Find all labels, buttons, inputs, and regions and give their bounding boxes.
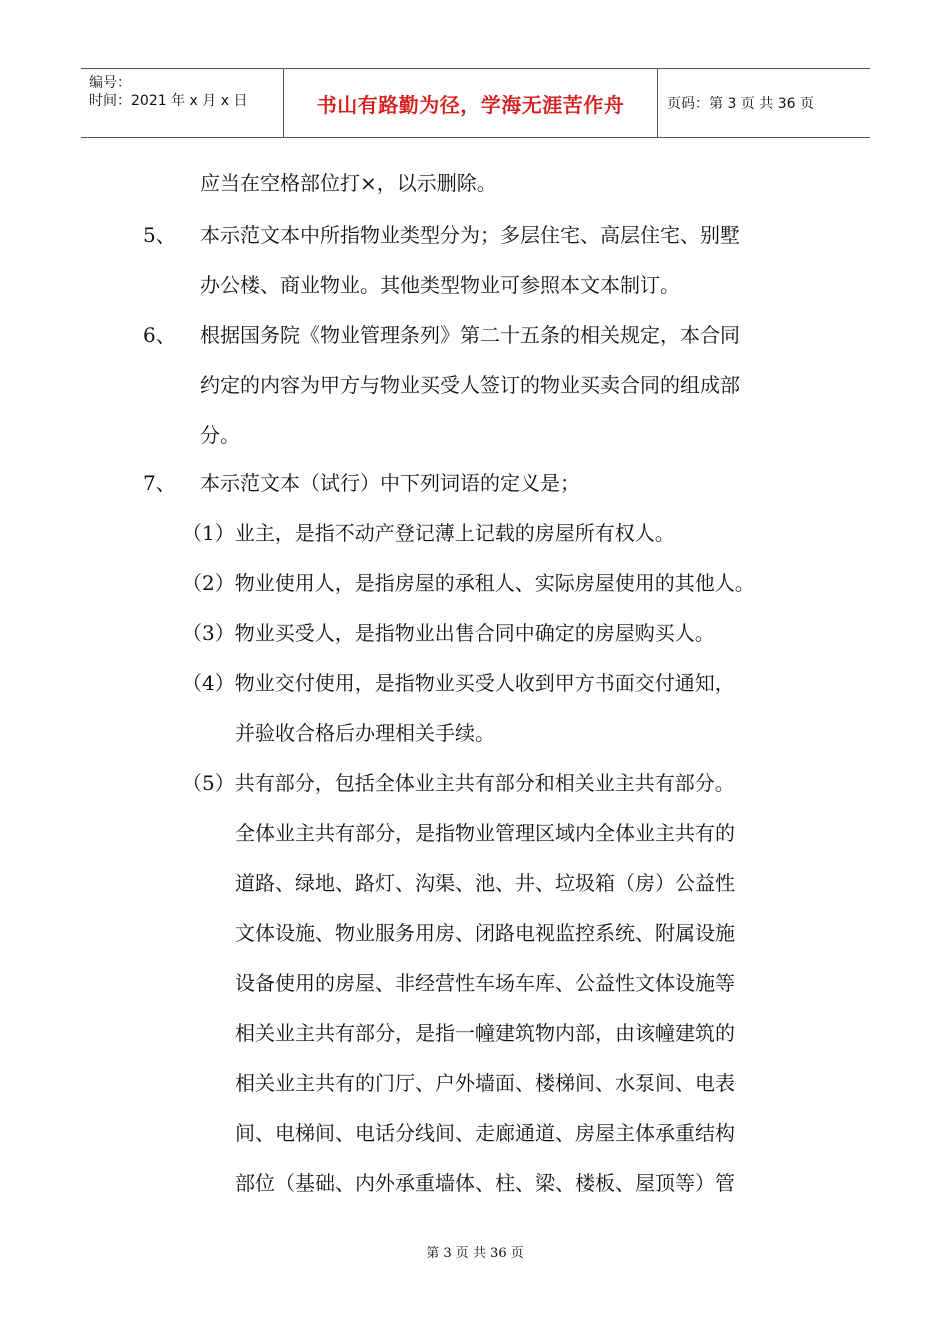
definition-line: （5）共有部分，包括全体业主共有部分和相关业主共有部分。 — [182, 771, 735, 795]
page-footer: 第 3 页 共 36 页 — [426, 1246, 524, 1261]
body-line: 本示范文本（试行）中下列词语的定义是； — [200, 471, 580, 495]
definition-line: 间、电梯间、电话分线间、走廊通道、房屋主体承重结构 — [235, 1121, 735, 1145]
definition-line: 文体设施、物业服务用房、闭路电视监控系统、附属设施 — [235, 921, 735, 945]
header-page-cell — [657, 69, 870, 137]
header-slogan: 书山有路勤为径，学海无涯苦作舟 — [316, 92, 625, 117]
definition-line: 全体业主共有部分，是指物业管理区域内全体业主共有的 — [235, 821, 735, 845]
body-line: 应当在空格部位打×，以示删除。 — [200, 171, 497, 195]
definition-line: （3）物业买受人，是指物业出售合同中确定的房屋购买人。 — [182, 621, 715, 645]
definition-line: （4）物业交付使用，是指物业买受人收到甲方书面交付通知， — [182, 671, 735, 695]
definition-line: 道路、绿地、路灯、沟渠、池、井、垃圾箱（房）公益性 — [235, 871, 735, 895]
body-line: 本示范文本中所指物业类型分为；多层住宅、高层住宅、别墅 — [200, 223, 740, 247]
definition-line: 部位（基础、内外承重墙体、柱、梁、楼板、屋顶等）管 — [235, 1171, 735, 1195]
page-header — [81, 68, 870, 138]
definition-line: （2）物业使用人，是指房屋的承租人、实际房屋使用的其他人。 — [182, 571, 755, 595]
header-page-info: 页码：第 3 页 共 36 页 — [667, 96, 814, 112]
definition-line: （1）业主，是指不动产登记薄上记载的房屋所有权人。 — [182, 521, 675, 545]
definition-line: 并验收合格后办理相关手续。 — [235, 721, 495, 745]
document-code-label: 编号： — [89, 75, 131, 91]
definition-line: 设备使用的房屋、非经营性车场车库、公益性文体设施等 — [235, 971, 735, 995]
item-number: 5、 — [143, 223, 176, 247]
body-line: 办公楼、商业物业。其他类型物业可参照本文本制订。 — [200, 273, 680, 297]
definition-line: 相关业主共有部分，是指一幢建筑物内部，由该幢建筑的 — [235, 1021, 735, 1045]
item-number: 7、 — [143, 471, 176, 495]
body-line: 约定的内容为甲方与物业买受人签订的物业买卖合同的组成部 — [200, 373, 740, 397]
document-date: 时间：2021 年 x 月 x 日 — [89, 93, 248, 109]
body-line: 分。 — [200, 423, 240, 447]
body-line: 根据国务院《物业管理条列》第二十五条的相关规定，本合同 — [200, 323, 740, 347]
header-meta — [81, 69, 281, 137]
header-slogan-cell — [283, 69, 658, 137]
definition-line: 相关业主共有的门厅、户外墙面、楼梯间、水泵间、电表 — [235, 1071, 735, 1095]
item-number: 6、 — [143, 323, 176, 347]
